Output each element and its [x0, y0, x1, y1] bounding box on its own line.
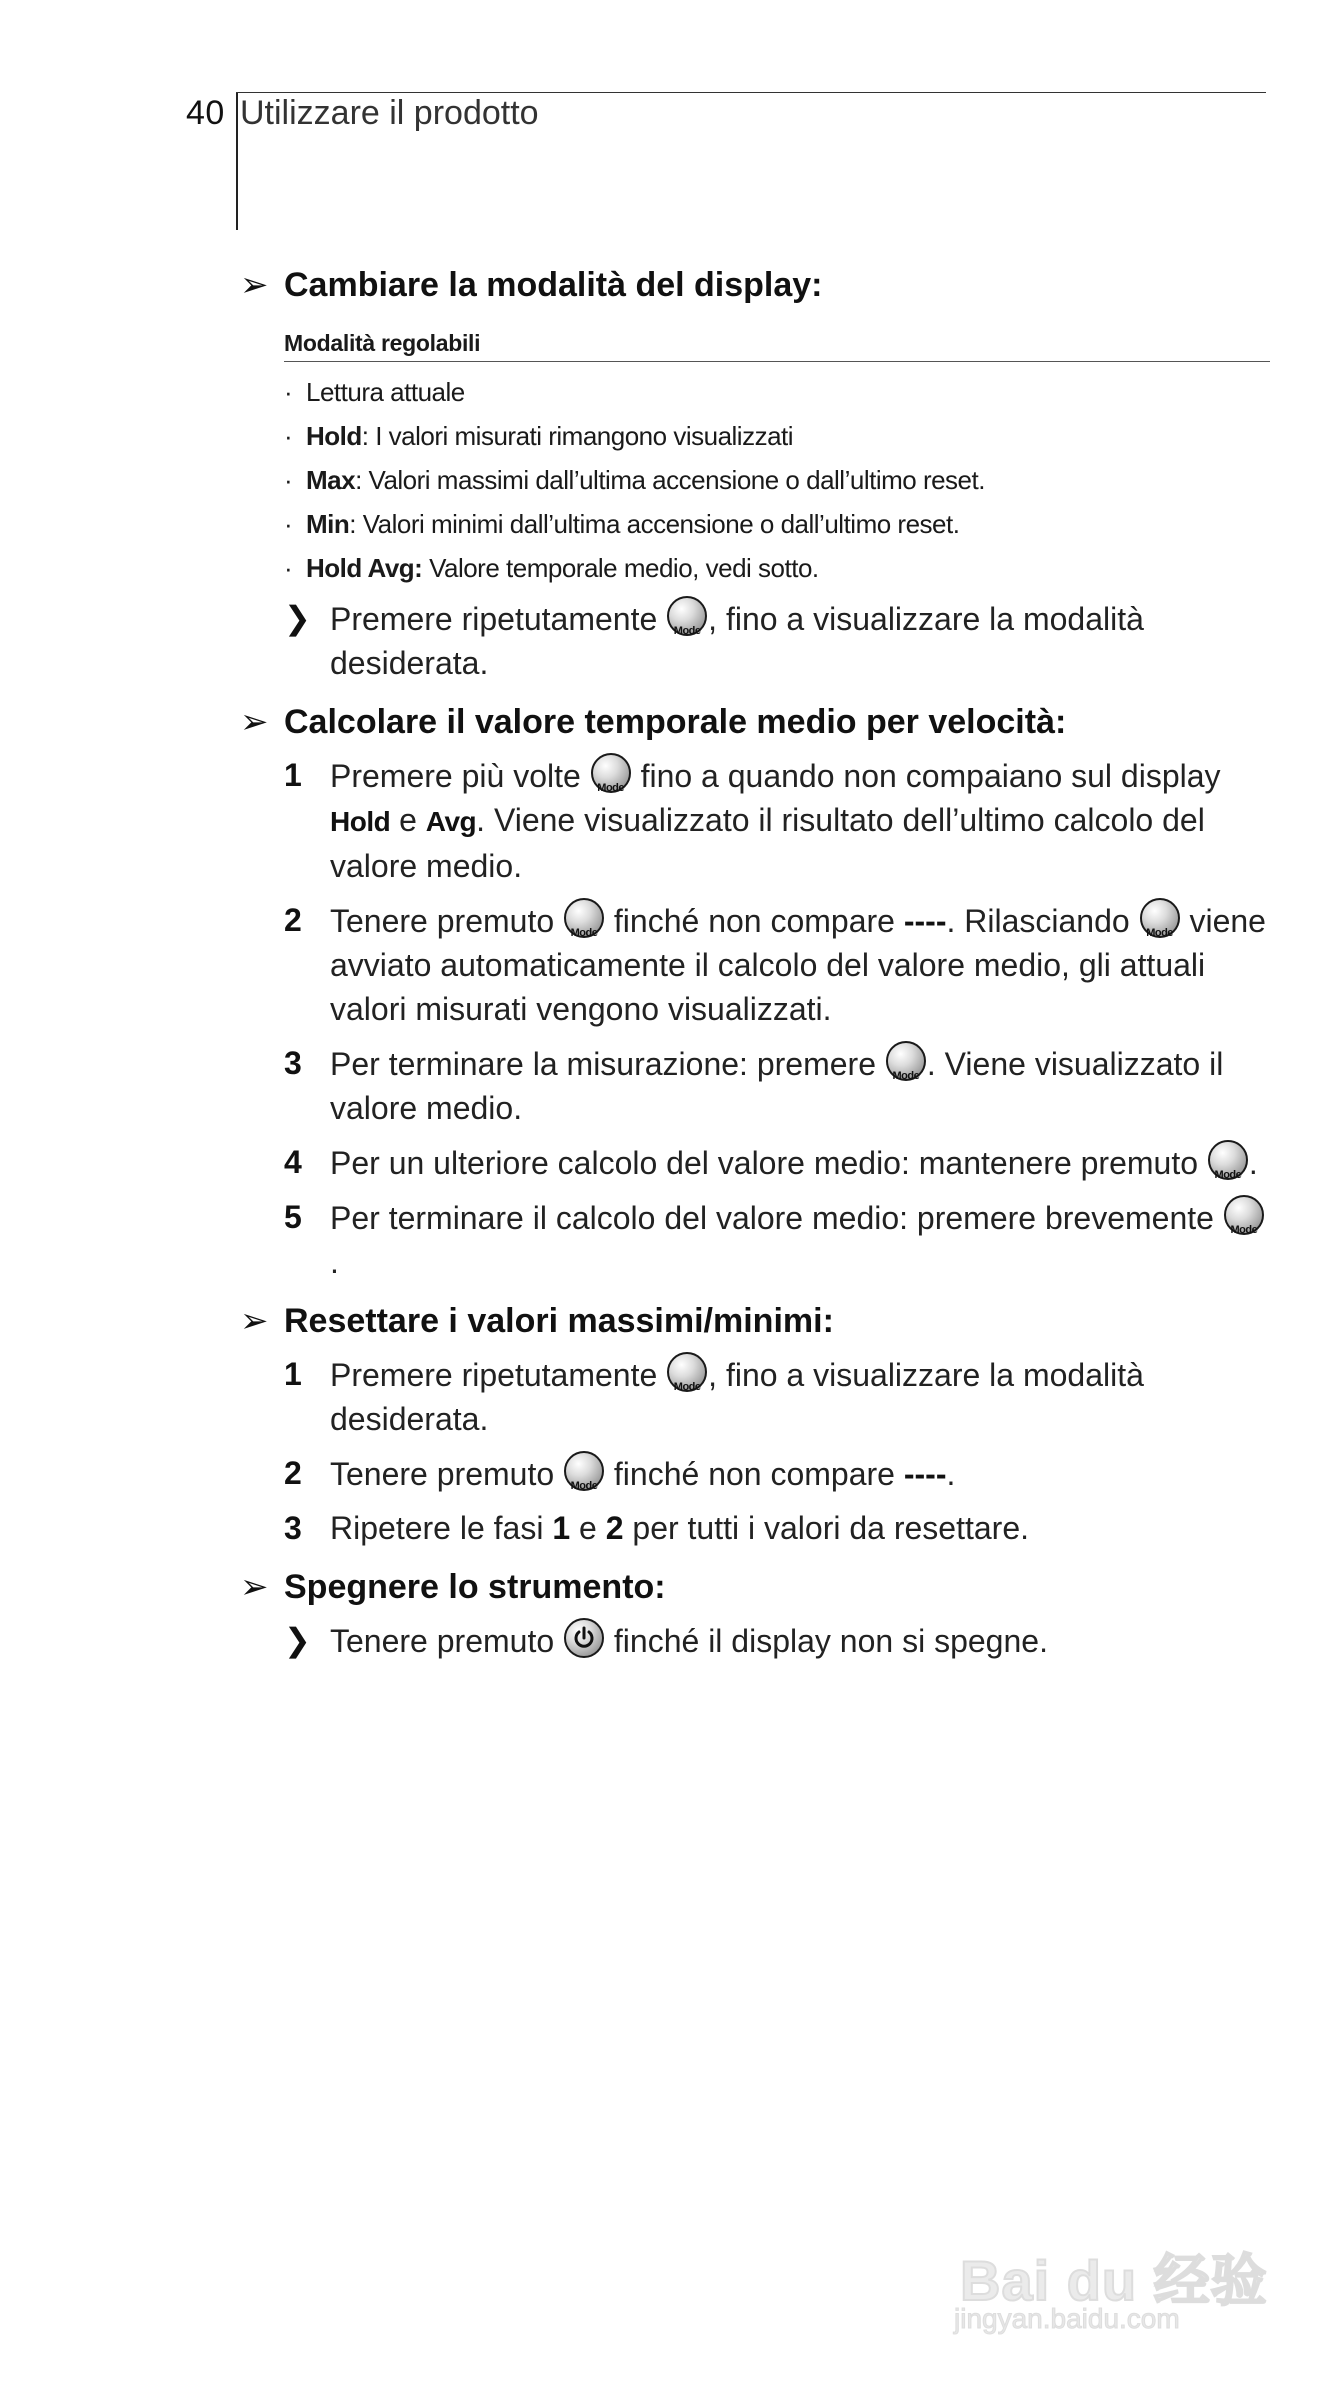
modes-block	[284, 316, 1270, 685]
mode-button-icon: Mode	[667, 596, 707, 636]
steps-block	[284, 1352, 1270, 1550]
mode-button-icon: Mode	[886, 1041, 926, 1081]
section-heading	[240, 1562, 1270, 1612]
mode-button-icon: Mode	[1208, 1140, 1248, 1180]
list-item: · Lettura attuale	[284, 377, 465, 407]
numbered-step: 1 Premere più volte Mode fino a quando non compaiano sul display Hold e Avg. Viene visualizzato il risultato dell’ultimo calcolo del valore medio.	[284, 753, 1270, 888]
numbered-step: 5 Per terminare il calcolo del valore medio: premere brevemente Mode .	[284, 1195, 1270, 1284]
baidu-watermark	[950, 2195, 1270, 2335]
chapter-title: Utilizzare il prodotto	[240, 94, 539, 132]
section-power-off	[240, 1562, 1270, 1663]
steps-block	[284, 1618, 1270, 1663]
list-item: · Max: Valori massimi dall’ultima accensione o dall’ultimo reset.	[284, 465, 985, 495]
section-heading-text: Resettare i valori massimi/minimi:	[284, 1302, 834, 1340]
section-change-display-mode	[240, 260, 1270, 685]
numbered-step: 2 Tenere premuto Mode finché non compare ----.	[284, 1451, 1270, 1496]
numbered-step: 4 Per un ulteriore calcolo del valore medio: mantenere premuto Mode .	[284, 1140, 1270, 1185]
modes-list	[284, 370, 1270, 590]
steps-block	[284, 753, 1270, 1284]
numbered-step: 3 Ripetere le fasi 1 e 2 per tutti i valori da resettare.	[284, 1510, 1030, 1546]
section-heading	[240, 1296, 1270, 1346]
section-heading-text: Spegnere lo strumento:	[284, 1568, 666, 1606]
section-heading	[240, 260, 1270, 310]
watermark-url: jingyan.baidu.com	[954, 2303, 1180, 2334]
chevron-right-icon: ❯	[284, 1622, 311, 1658]
mode-button-icon: Mode	[1140, 898, 1180, 938]
page-content	[240, 260, 1270, 1673]
header-vertical-rule	[236, 92, 238, 230]
arrow-bullet-icon: ➢	[240, 1302, 269, 1340]
mode-button-icon: Mode	[564, 1451, 604, 1491]
arrow-bullet-icon: ➢	[240, 1568, 269, 1606]
mode-button-icon: Mode	[591, 753, 631, 793]
list-item: · Hold Avg: Valore temporale medio, vedi sotto.	[284, 553, 819, 583]
instruction-step: ❯ Premere ripetutamente Mode , fino a visualizzare la modalità desiderata.	[284, 596, 1270, 685]
instruction-step: ❯ Tenere premuto finché il display non si spegne.	[284, 1618, 1270, 1663]
page-number: 40	[186, 94, 225, 132]
header-horizontal-rule	[236, 92, 1266, 93]
list-item: · Hold: I valori misurati rimangono visualizzati	[284, 421, 794, 451]
arrow-bullet-icon: ➢	[240, 266, 269, 304]
mode-button-icon: Mode	[667, 1352, 707, 1392]
chevron-right-icon: ❯	[284, 600, 311, 636]
modes-table-title: Modalità regolabili	[284, 316, 1270, 362]
section-heading-text: Cambiare la modalità del display:	[284, 266, 823, 304]
watermark-logo: Bai du 经验	[960, 2249, 1268, 2312]
list-item: · Min: Valori minimi dall’ultima accensione o dall’ultimo reset.	[284, 509, 960, 539]
mode-button-icon: Mode	[1224, 1195, 1264, 1235]
numbered-step: 1 Premere ripetutamente Mode , fino a visualizzare la modalità desiderata.	[284, 1352, 1270, 1441]
power-button-icon	[564, 1618, 604, 1658]
section-reset-min-max	[240, 1296, 1270, 1550]
mode-button-icon: Mode	[564, 898, 604, 938]
section-time-average	[240, 697, 1270, 1284]
numbered-step: 3 Per terminare la misurazione: premere Mode . Viene visualizzato il valore medio.	[284, 1041, 1270, 1130]
numbered-step: 2 Tenere premuto Mode finché non compare ----. Rilasciando Mode viene avviato automaticamente il calcolo del valore medio, gli attuali valori misurati vengono visualizzati.	[284, 898, 1270, 1031]
arrow-bullet-icon: ➢	[240, 703, 269, 741]
section-heading-text: Calcolare il valore temporale medio per velocità:	[284, 703, 1067, 741]
section-heading	[240, 697, 1270, 747]
